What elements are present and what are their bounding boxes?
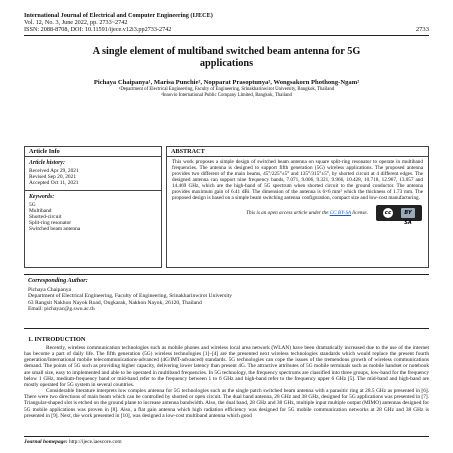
abstract-header: ABSTRACT [167,147,428,157]
paper-title [24,46,429,70]
revised-date: Revised Sep 20, 2021 [29,174,77,181]
author-names: Pichaya Chaipanya¹, Marisa Punchie², Nopparat Prasoptunya², Wongsakorn Phothong-Ngam² [93,79,360,86]
title-line-1: A single element of multiband switched beam antenna for 5G [92,46,361,57]
corresponding-header: Corresponding Author: [28,277,88,284]
header-rule [24,35,429,36]
corresponding-top-rule [24,274,429,275]
title-line-2: applications [199,58,254,69]
affiliation-1: ¹Department of Electrical Engineering, Faculty of Engineering, Srinakharinwirot University, Bangkok, Thailand [118,87,335,92]
corresponding-address: 63 Rangsit Nakhon Nayok Road, Ongkarak, Nakhon Nayok, 26120, Thailand [28,299,202,306]
journal-footer [24,439,429,445]
keyword: Switched beam antenna [29,226,81,233]
corresponding-name: Pichaya Chaipanya [28,286,72,293]
corresponding-author-block [24,277,429,313]
homepage-url[interactable]: http://ijece.iaescore.com [68,439,122,445]
journal-issn: ISSN: 2088-8708, DOI: 10.11591/ijece.v12i3.pp2733-2742 [24,26,172,34]
homepage-label: Journal homepage: [24,439,68,445]
journal-name: International Journal of Electrical and Computer Engineering (IJECE) [24,12,213,19]
corresponding-dept: Department of Electrical Engineering, Faculty of Engineering, Srinakharinwirot University [28,293,233,300]
license-row [167,203,428,227]
affiliation-2: ²Innovio International Public Company Limited, Bangkok, Thailand [161,92,292,98]
accepted-date: Accepted Oct 11, 2021 [29,180,79,187]
abstract-text: This work proposes a simple design of switched beam antenna on square split-ring resonator to operate in multiband frequencies. The antenna is designed to support fifth generation (5G) wireless applications. The proposed antenna provides two different of the main beams, 45°/225°±5° and 135°/315°±5°, by shorted circuit at 4 different edges. The designed antenna can support nine frequency bands, 7.071, 9.006, 9.321, 9.966, 10.428, 10.718, 12.967, 13.057 and 14.469 GHz, which are the high-band of 5G spectrum when shorted circuit to the ground conductor. The antenna provides maximum gain of 6.41 dBi. The dimension of the antenna is 6×6 mm² which the thickness of 1.73 mm. The proposed design is based on a simple beam switching antenna configuration, compact size and low-cost manufacturing. [172,159,423,202]
corresponding-bottom-rule [24,328,429,329]
section-title: 1. INTRODUCTION [28,336,86,343]
history-label: Article history: [29,160,65,166]
license-notice: This is an open access article under the CC BY-SA license. [246,210,368,217]
journal-volume: Vol. 12, No. 3, June 2022, pp. 2733~2742 [24,19,128,27]
journal-header [24,12,429,34]
cc-license-link[interactable]: CC BY-SA [329,210,351,217]
article-history [25,157,161,191]
article-info-box [24,146,162,268]
keyword: Multiband [29,207,52,214]
intro-paragraph-1: Recently, wireless communication technologies such as mobile phones and wireless local area network (WLAN) have been dramatically increased due to the use of the internet has become a part of daily life. The fifth generation (5G) wireless technologies [1]–[4] are the presented next wireless technologies standards which would replace the present fourth generation/International mobile telecommunications-advanced (4G/IMT-advanced) standards. 5G technologies can cope the issues of the tremendous growth of wireless communications demand. The points of 5G such as providing higher capacity, delivering lower latency than present 4G. The attractive attributes of 5G mobile terminals such as mobile handset or notebook are small size, easy to implemented and able to be operated in multiband frequencies. In 5G technology, the frequency spectrums are classified into three groups, low-band for the frequency below 1 GHz, medium-frequency band or mid-band refer to the frequency between 1 to 6 GHz and high-band refer to the frequency upper 6 GHz [5]. The mid-band and high-band are mostly operated for 5G system in several countries. [24,345,429,388]
keyword: 5G [29,201,36,208]
received-date: Received Apr 29, 2021 [29,168,79,174]
corresponding-email: Email: pichayac@g.swu.ac.th [28,306,95,313]
page-number: 2733 [415,26,429,34]
keyword: Split-ring resonator [29,220,72,227]
abstract-box [166,146,429,268]
keywords-section [25,191,161,236]
cc-by-sa-logo: cc BY SA [376,205,422,221]
author-block [24,79,429,98]
keyword: Shorted-circuit [29,214,62,221]
keywords-label: Keywords: [29,193,55,200]
article-info-header: Article Info [25,147,161,157]
intro-paragraph-2: Considerable literature interprets low complex antenna for 5G technologies such as the single patch switched beam antenna with a parasitic ring at 28.5 GHz as presented in [6]. There were two directions of main beam which can be controlled by shorted or open circuit. The dual band antenna, 28 GHz and 38 GHz, designed for 5G applications was presented in [7]. Triangular-shaped slot is etched on the ground plane to increase antenna bandwidth. Also, the dual band, 28 GHz and 38 GHz, multiple input multiple output (MIMO) antennas designed for 5G mobile applications was proven in [8]. Also, a flat gain antenna which high radiation efficiency was designed for 5G mobile communication networks at 28 GHz and 38 GHz is presented in [9]. Next, the work presented in [10], was designed a low-cost multiband antenna which good [24,388,429,419]
footer-rule [24,436,429,437]
introduction-section [24,336,429,419]
